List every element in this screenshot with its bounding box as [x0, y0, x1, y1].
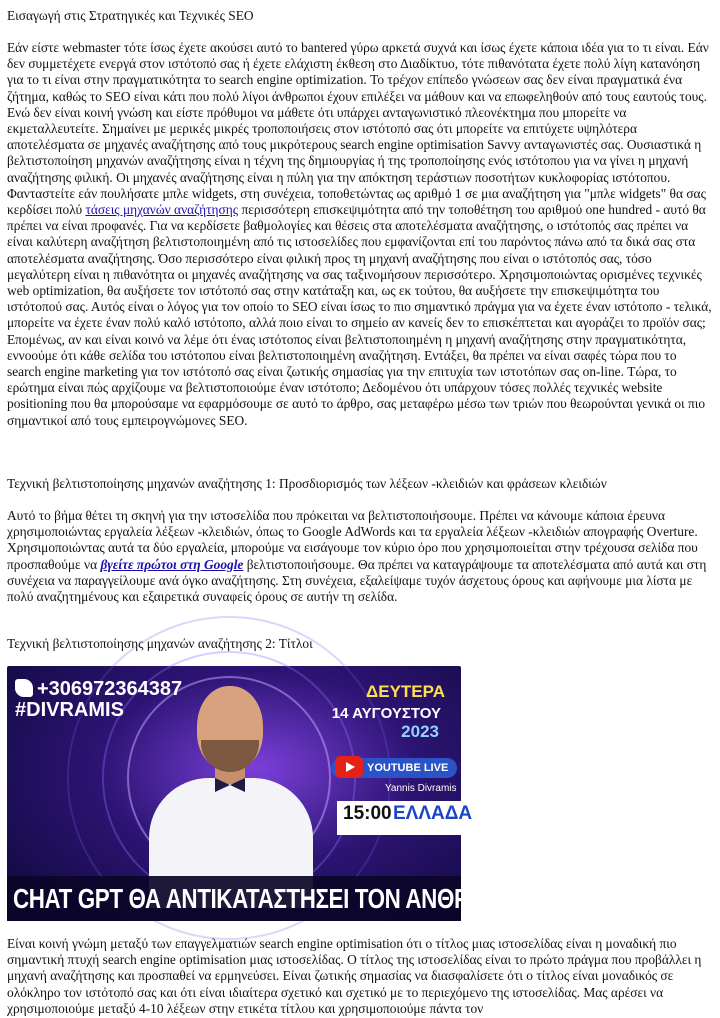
section-heading-keywords: Τεχνική βελτιστοποίησης μηχανών αναζήτησης 1: Προσδιορισμός των λέξεων -κλειδιών και φράσεων κλειδιών — [7, 476, 607, 491]
video-thumbnail-image — [7, 666, 526, 921]
presenter-photo — [143, 678, 319, 908]
host-name: Yannis Divramis — [385, 783, 457, 794]
bowtie-icon — [215, 778, 245, 792]
youtube-live-badge — [331, 758, 457, 778]
event-year: 2023 — [401, 722, 439, 741]
intro-text-start: Εάν είστε webmaster τότε ίσως έχετε ακούσει αυτό το bantered γύρω αρκετά συχνά και ίσως έχετε κάποια ιδέα για το τι είναι. Εάν δεν συμμετέχετε ενεργά στον ιστότοπό σας ή έχετε ελάχιστη έκθεση στο Διαδίκτυο, τότε πιθανότατα έχετε πολύ λίγη κατανόηση για το τι είναι στην πραγματικότητα το search engine optimization. Το τρέχον επίπεδο γνώσεων σας δεν είναι πραγματικά ένα ζήτημα, καθώς το SEO είναι κάτι που πολύ λίγοι άνθρωποι έχουν επιλέξει να μάθουν και να επωφεληθούν από τους εαυτούς τους. Ενώ δεν είναι κοινή γνώση και είστε πρόθυμοι να μάθετε ότι υπάρχει ανταγωνιστικό πλεονέκτημα που μπορείτε να εκμεταλλευτείτε. Σημαίνει με μερικές μικρές τροποποιήσεις στον ιστότοπό σας ότι μπορείτε να επιτύχετε υψηλότερα αποτελέσματα σε μηχανές αναζήτησης από τους μικρότερους search engine optimisation Savvy ανταγωνιστές σας. Ουσιαστικά η βελτιστοποίηση μηχανών αναζήτησης είναι η τέχνη της δημιουργίας ή της τροποποίησης ενός ιστότοπου για να γίνει η μηχανή αναζήτησης φιλική. Οι μηχανές αναζήτησης είναι η πύλη για την απόκτηση τεράστιων ποσοτήτων κυκλοφορίας ιστότοπου. Φανταστείτε εάν πουλήσατε μπλε widgets, στη συνέχεια, τοποθετώντας ως αριθμό 1 σε μια αναζήτηση για "μπλε widgets" θα σας κερδίσει πολύ — [7, 40, 709, 218]
youtube-play-icon — [335, 756, 363, 778]
keywords-paragraph — [7, 508, 713, 605]
keywords-text-start: Αυτό το βήμα θέτει τη σκηνή για την ιστοσελίδα που πρόκειται να βελτιστοποιήσουμε. Πρέπει να κάνουμε κάποια έρευνα χρησιμοποιώντας εργαλεία λέξεων -κλειδιών, όπως το Google AdWords και τα εργαλεία λέξεων -κλειδιών απογραφής Overture. Χρησιμοποιώντας αυτά τα δύο εργαλεία, μπορούμε να εισάγουμε τον κύριο όρο που χρησιμοποιείται στην τρέχουσα σελίδα που προσπαθούμε να — [7, 508, 698, 572]
titles-paragraph: Είναι κοινή γνώμη μεταξύ των επαγγελματιών search engine optimisation ότι ο τίτλος μιας ιστοσελίδας είναι η μοναδική πιο σημαντική πτυχή search engine optimisation μιας ιστοσελίδας. Ο τίτλος της ιστοσελίδας είναι το πρώτο πράγμα που προβάλλει η μηχανή αναζήτησης και προσπαθεί να ερμηνεύσει. Είναι ζωτικής σημασίας να διασφαλίσετε ότι ο τίτλος είναι μοναδικός σε ολόκληρο τον ιστότοπό σας και ότι είναι ιδιαίτερα σχετικό και σχετικό με το περιεχόμενο της ιστοσελίδας. Μας αρέσει να χρησιμοποιούμε μεταξύ 4-10 λέξεων στην ετικέτα τίτλου και χρησιμοποιούμε πάντα τον — [7, 936, 702, 1016]
intro-paragraph — [7, 40, 713, 429]
event-day: ΔΕΥΤΕΡΑ — [366, 682, 445, 701]
google-first-link[interactable]: βγείτε πρώτοι στη Google — [100, 556, 244, 572]
event-time: 15:00 — [343, 803, 392, 824]
hashtag: #DIVRAMIS — [15, 699, 124, 721]
event-date: 14 ΑΥΓΟΥΣΤΟΥ — [331, 705, 441, 722]
section-heading-titles: Τεχνική βελτιστοποίησης μηχανών αναζήτησης 2: Τίτλοι — [7, 636, 313, 651]
youtube-live-label: YOUTUBE LIVE — [367, 762, 449, 774]
phone-icon — [15, 679, 33, 697]
keywords-text-end: βελτιστοποιήσουμε. Θα πρέπει να καταγράψουμε τα αποτελέσματα από αυτά και στη συνέχεια να παραγγείλουμε ανά όγκο αναζήτησης. Στη συνέχεια, εξαλείψαμε τυχόν άσχετους όρους και αφήνουμε μια λίστα με πολύ αναζητημένους και εξαιρετικά συναφείς όρους σε αυτήν τη σελίδα. — [7, 556, 707, 605]
presenter-beard — [201, 740, 259, 772]
phone-number-text: +306972364387 — [37, 678, 183, 700]
search-trends-link[interactable]: τάσεις μηχανών αναζήτησης — [85, 202, 239, 218]
intro-text-end: περισσότερη επισκεψιμότητα από την τοποθέτηση του αριθμού one hundred - αυτό θα πρέπει να είναι προφανές. Για να κερδίσετε βαθμολογίες και θέσεις στα αποτελέσματα αναζήτησης, ο ιστότοπός σας πρέπει να είναι καλύτερη αναζήτηση βελτιστοποιημένη από τις ιστοσελίδες που εμφανίζονται επί του παρόντος πάνω από τα δικά σας στα αποτελέσματα αναζήτησης. Όσο περισσότερο είναι φιλική προς τη μηχανή αναζήτησης που είναι ο ιστότοπός σας, τόσο μεγαλύτερη είναι η πιθανότητα οι μηχανές αναζήτησης να σας ταξινομήσουν περισσότερο. Χρησιμοποιώντας ορισμένες τεχνικές web optimization, θα αυξήσετε τον ιστότοπό σας στην κατάταξη και, ως εκ τούτου, θα αυξήσετε την επισκεψιμότητα του ιστότοπού σας. Αυτός είναι ο λόγος για τον οποίο το SEO είναι ίσως το πιο σημαντικό πράγμα για να έχετε έναν ιστότοπο - τελικά, μπορείτε να έχετε έναν πολύ καλό ιστότοπο, αλλά ποιο είναι το σημείο αν κανείς δεν το επισκέπτεται και αγοράζει το προϊόν σας; Επομένως, αν και είναι κοινό να λέμε ότι ένας ιστότοπος είναι βελτιστοποιημένη η μηχανή αναζήτησης στην πραγματικότητα, εννοούμε ότι κάθε σελίδα του ιστότοπου είναι βελτιστοποιημένη αναζήτηση. Εντάξει, θα πρέπει να είναι σαφές τώρα που το search engine marketing για τον ιστότοπό σας είναι ζωτικής σημασίας για την επιτυχία των ιστοτόπων σας on-line. Τώρα, το ερώτημα είναι πώς αρχίζουμε να βελτιστοποιούμε έναν ιστότοπο; Δεδομένου ότι υπάρχουν τόσες πολλές τεχνικές website positioning που θα μπορούσαμε να εφαρμόσουμε σε αυτό το άρθρο, σας μεταφέρω μέσω των τριών που θεωρούνται γενικά οι πιο σημαντικοί από τους εμπειρογνώμονες SEO. — [7, 202, 712, 428]
banner-headline: CHAT GPT ΘΑ ΑΝΤΙΚΑΤΑΣΤΗΣΕΙ ΤΟΝ ΑΝΘΡΩΠΟ; — [13, 883, 526, 914]
page-title: Εισαγωγή στις Στρατηγικές και Τεχνικές SEO — [7, 8, 254, 23]
event-country: ΕΛΛΑΔΑ — [393, 803, 473, 824]
